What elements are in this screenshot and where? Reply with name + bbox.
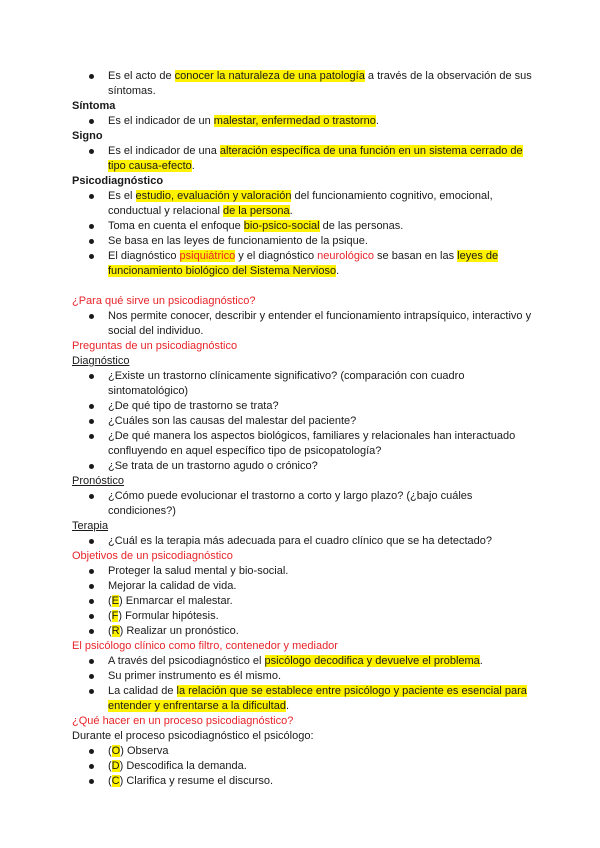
- subheading-terapia: Terapia: [72, 520, 109, 532]
- text: y el diagnóstico: [235, 250, 318, 262]
- heading-para-que: ¿Para qué sirve un psicodiagnóstico?: [72, 295, 256, 307]
- spacer: [72, 279, 532, 294]
- list-item: ¿Cuál es la terapia más adecuada para el cuadro clínico que se ha detectado?: [108, 534, 532, 549]
- que-hacer-intro: Durante el proceso psicodiagnóstico el psicólogo:: [72, 730, 314, 742]
- list-item: [108, 759, 532, 774]
- heading-signo: Signo: [72, 130, 103, 142]
- list-item: [108, 774, 532, 789]
- highlight-letter: F: [111, 610, 119, 622]
- text: (: [108, 610, 112, 622]
- list-item: Proteger la salud mental y bio-social.: [108, 564, 532, 579]
- list-item: ¿Existe un trastorno clínicamente significativo? (comparación con cuadro sintomatológico): [108, 369, 532, 399]
- highlight: estudio, evaluación y valoración: [135, 190, 292, 202]
- list-item: [108, 654, 532, 669]
- list-item: [108, 144, 532, 174]
- text: ) Clarifica y resume el discurso.: [119, 775, 274, 787]
- highlight: psicólogo decodifica y devuelve el problema: [264, 655, 480, 667]
- text: Es el indicador de un: [108, 115, 214, 127]
- highlight-letter: O: [111, 745, 121, 757]
- text: se basan en las: [374, 250, 458, 262]
- list-item: ¿De qué manera los aspectos biológicos, familiares y relacionales han interactuado confluyendo en aquel específico tipo de psicopatología?: [108, 429, 532, 459]
- heading-preguntas: Preguntas de un psicodiagnóstico: [72, 340, 238, 352]
- text: (: [108, 625, 112, 637]
- para-que-list: [72, 309, 532, 339]
- list-item: ¿De qué tipo de trastorno se trata?: [108, 399, 532, 414]
- text: (: [108, 745, 112, 757]
- list-item: [108, 219, 532, 234]
- text: (: [108, 775, 112, 787]
- heading-psicodiagnostico: Psicodiagnóstico: [72, 175, 164, 187]
- text: ) Observa: [120, 745, 169, 757]
- highlight: la relación que se establece entre psicólogo y paciente es esencial para entender y enfrentarse a la dificultad: [108, 685, 527, 712]
- text: ) Realizar un pronóstico.: [119, 625, 239, 637]
- text: Es el indicador de una: [108, 145, 220, 157]
- text: Es el: [108, 190, 136, 202]
- text: (: [108, 760, 112, 772]
- list-item: ¿Cómo puede evolucionar el trastorno a corto y largo plazo? (¿bajo cuáles condiciones?): [108, 489, 532, 519]
- highlight-letter: C: [111, 775, 120, 787]
- list-item: ¿Cuáles son las causas del malestar del paciente?: [108, 414, 532, 429]
- list-item: [108, 594, 532, 609]
- text: de las personas.: [319, 220, 404, 232]
- text: A través del psicodiagnóstico el: [108, 655, 265, 667]
- text: ) Enmarcar el malestar.: [119, 595, 233, 607]
- list-item: Nos permite conocer, describir y entender el funcionamiento intrapsíquico, interactivo y social del individuo.: [108, 310, 532, 337]
- text: .: [289, 205, 293, 217]
- text: del funcionamiento cognitivo, emocional, conductual y relacional: [108, 190, 493, 217]
- psicodiagnostico-list: [72, 189, 532, 279]
- list-item: Se basa en las leyes de funcionamiento de la psique.: [108, 234, 532, 249]
- red-text: neurológico: [317, 250, 374, 262]
- list-item: [108, 189, 532, 219]
- list-item: [108, 609, 532, 624]
- list-item: Su primer instrumento es él mismo.: [108, 669, 532, 684]
- text: .: [375, 115, 379, 127]
- list-item: Mejorar la calidad de vida.: [108, 579, 532, 594]
- psicologo-list: [72, 654, 532, 714]
- subheading-pronostico: Pronóstico: [72, 475, 124, 487]
- highlight: conocer la naturaleza de una patología: [174, 70, 365, 82]
- text: Toma en cuenta el enfoque: [108, 220, 244, 232]
- list-item: [108, 744, 532, 759]
- highlight: psiquiátrico: [179, 250, 236, 262]
- highlight-letter: R: [111, 625, 120, 637]
- pronostico-list: [72, 489, 532, 519]
- text: (: [108, 595, 112, 607]
- sintoma-list: [72, 114, 532, 129]
- text: .: [191, 160, 195, 172]
- text: .: [285, 700, 290, 712]
- document-body: [72, 69, 532, 789]
- text: ) Descodifica la demanda.: [119, 760, 247, 772]
- heading-psicologo: El psicólogo clínico como filtro, contenedor y mediador: [72, 640, 338, 652]
- text: Es el acto de: [108, 70, 175, 82]
- subheading-diagnostico: Diagnóstico: [72, 355, 130, 367]
- text: .: [336, 265, 340, 277]
- text: .: [479, 655, 483, 667]
- list-item: [108, 114, 532, 129]
- text: a través de la observación de sus síntomas.: [108, 70, 532, 97]
- highlight: leyes de funcionamiento biológico del Sistema Nervioso: [108, 250, 499, 277]
- text: El diagnóstico: [108, 250, 180, 262]
- que-hacer-list: [72, 744, 532, 789]
- terapia-list: [72, 534, 532, 549]
- signo-list: [72, 144, 532, 174]
- highlight-letter: D: [111, 760, 120, 772]
- highlight: de la persona: [222, 205, 290, 217]
- highlight: malestar, enfermedad o trastorno: [213, 115, 376, 127]
- diagnostico-list: [72, 369, 532, 474]
- highlight-letter: E: [111, 595, 120, 607]
- objetivos-list: [72, 564, 532, 639]
- list-item: ¿Se trata de un trastorno agudo o crónico?: [108, 459, 532, 474]
- text: ) Formular hipótesis.: [118, 610, 219, 622]
- intro-list: [72, 69, 532, 99]
- highlight: bio-psico-social: [243, 220, 320, 232]
- list-item: [108, 684, 532, 714]
- highlight: alteración específica de una función en un sistema cerrado de tipo causa-efecto: [108, 145, 523, 172]
- heading-objetivos: Objetivos de un psicodiagnóstico: [72, 550, 233, 562]
- heading-sintoma: Síntoma: [72, 100, 116, 112]
- heading-que-hacer: ¿Qué hacer en un proceso psicodiagnóstico?: [72, 715, 294, 727]
- list-item: [108, 624, 532, 639]
- list-item: [108, 69, 532, 99]
- list-item: [108, 249, 532, 279]
- text: La calidad de: [108, 685, 177, 697]
